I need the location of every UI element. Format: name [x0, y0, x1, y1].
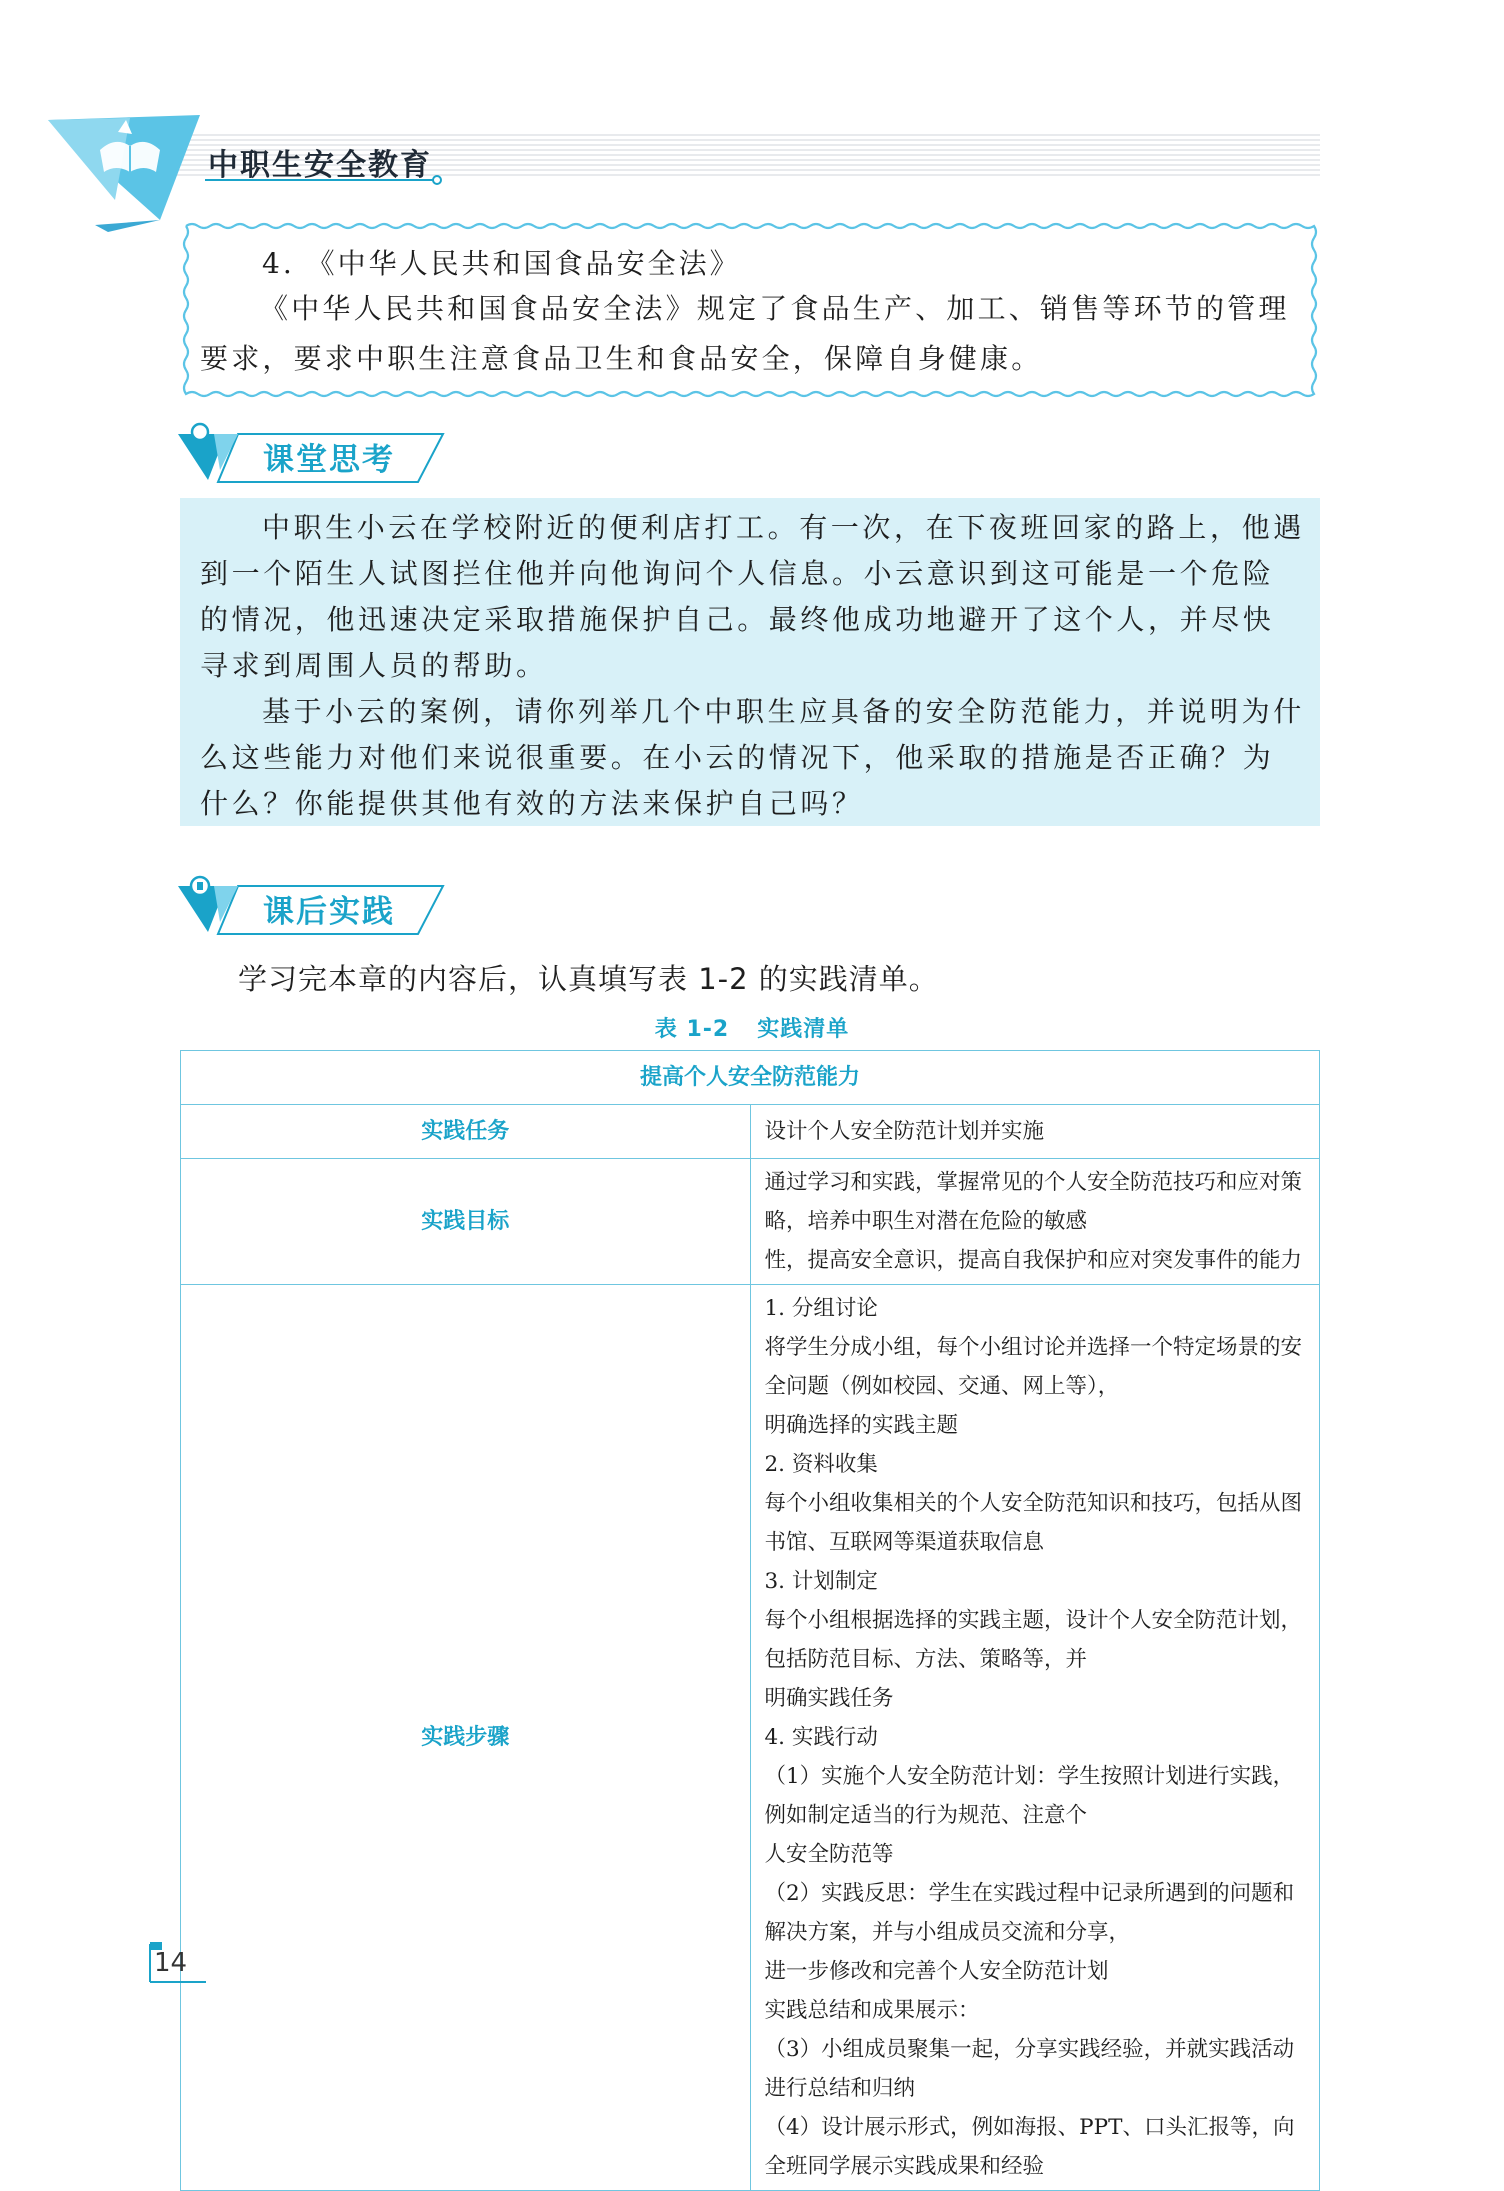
table-row — [181, 1159, 1320, 1285]
content-line: 通过学习和实践，掌握常见的个人安全防范技巧和应对策略，培养中职生对潜在危险的敏感 — [764, 1170, 1303, 1234]
content-line: 2. 资料收集 — [764, 1452, 878, 1477]
think-text — [200, 505, 1305, 827]
content-line: （4）设计展示形式，例如海报、PPT、口头汇报等，向全班同学展示实践成果和经验 — [764, 2115, 1295, 2179]
table-number: 表 1-2 — [654, 1017, 730, 1042]
lightbulb-icon — [192, 424, 208, 440]
content-line: 明确选择的实践主题 — [764, 1413, 959, 1438]
row-content — [750, 1285, 1320, 2191]
row-label: 实践步骤 — [181, 1285, 751, 2191]
law-title: 4. 《中华人民共和国食品安全法》 — [262, 247, 741, 280]
page-header — [0, 0, 1504, 230]
content-line: 进一步修改和完善个人安全防范计划 — [764, 1959, 1109, 1984]
content-line: 每个小组收集相关的个人安全防范知识和技巧，包括从图书馆、互联网等渠道获取信息 — [764, 1491, 1303, 1555]
content-line: 将学生分成小组，每个小组讨论并选择一个特定场景的安全问题（例如校园、交通、网上等）， — [764, 1335, 1303, 1399]
content-line: 4. 实践行动 — [764, 1725, 878, 1750]
content-line: （3）小组成员聚集一起，分享实践经验，并就实践活动进行总结和归纳 — [764, 2037, 1295, 2101]
content-line: 设计个人安全防范计划并实施 — [764, 1119, 1045, 1144]
row-label: 实践任务 — [181, 1105, 751, 1159]
content-line: 人安全防范等 — [764, 1842, 894, 1867]
content-line: 明确实践任务 — [764, 1686, 894, 1711]
section-heading-think — [178, 420, 458, 490]
content-line: （2）实践反思：学生在实践过程中记录所遇到的问题和解决方案，并与小组成员交流和分享， — [764, 1881, 1295, 1945]
content-line: 3. 计划制定 — [764, 1569, 878, 1594]
book-title: 中职生安全教育 — [208, 148, 432, 183]
table-title: 实践清单 — [757, 1017, 850, 1042]
header-decoration — [0, 0, 1504, 230]
table-header: 提高个人安全防范能力 — [181, 1051, 1320, 1105]
section-title-practice: 课后实践 — [263, 894, 395, 930]
section-heading-practice — [178, 872, 458, 942]
table-header-row — [181, 1051, 1320, 1105]
think-paragraph: 基于小云的案例，请你列举几个中职生应具备的安全防范能力，并说明为什么这些能力对他们来说很重要。在小云的情况下，他采取的措施是否正确？为什么？你能提供其他有效的方法来保护自己吗？ — [200, 695, 1305, 820]
row-label: 实践目标 — [181, 1159, 751, 1285]
row-content — [750, 1105, 1320, 1159]
practice-intro: 学习完本章的内容后，认真填写表 1-2 的实践清单。 — [238, 962, 939, 996]
law-body: 《中华人民共和国食品安全法》规定了食品生产、加工、销售等环节的管理要求，要求中职生注意食品卫生和食品安全，保障自身健康。 — [200, 292, 1290, 375]
row-content — [750, 1159, 1320, 1285]
practice-table — [180, 1050, 1320, 2191]
table-caption — [0, 1012, 1504, 1043]
page-number: 14 — [154, 1948, 188, 1978]
content-line: 每个小组根据选择的实践主题，设计个人安全防范计划，包括防范目标、方法、策略等，并 — [764, 1608, 1303, 1672]
content-line: 1. 分组讨论 — [764, 1296, 878, 1321]
table-row — [181, 1105, 1320, 1159]
content-line: 性，提高安全意识，提高自我保护和应对突发事件的能力 — [764, 1248, 1303, 1273]
content-line: 实践总结和成果展示： — [764, 1998, 980, 2023]
content-line: （1）实施个人安全防范计划：学生按照计划进行实践，例如制定适当的行为规范、注意个 — [764, 1764, 1295, 1828]
section-title-think: 课堂思考 — [263, 442, 395, 478]
think-paragraph: 中职生小云在学校附近的便利店打工。有一次，在下夜班回家的路上，他遇到一个陌生人试图拦住他并向他询问个人信息。小云意识到这可能是一个危险的情况，他迅速决定采取措施保护自己。最终他成功地避开了这个人，并尽快寻求到周围人员的帮助。 — [200, 511, 1305, 682]
table-row — [181, 1285, 1320, 2191]
